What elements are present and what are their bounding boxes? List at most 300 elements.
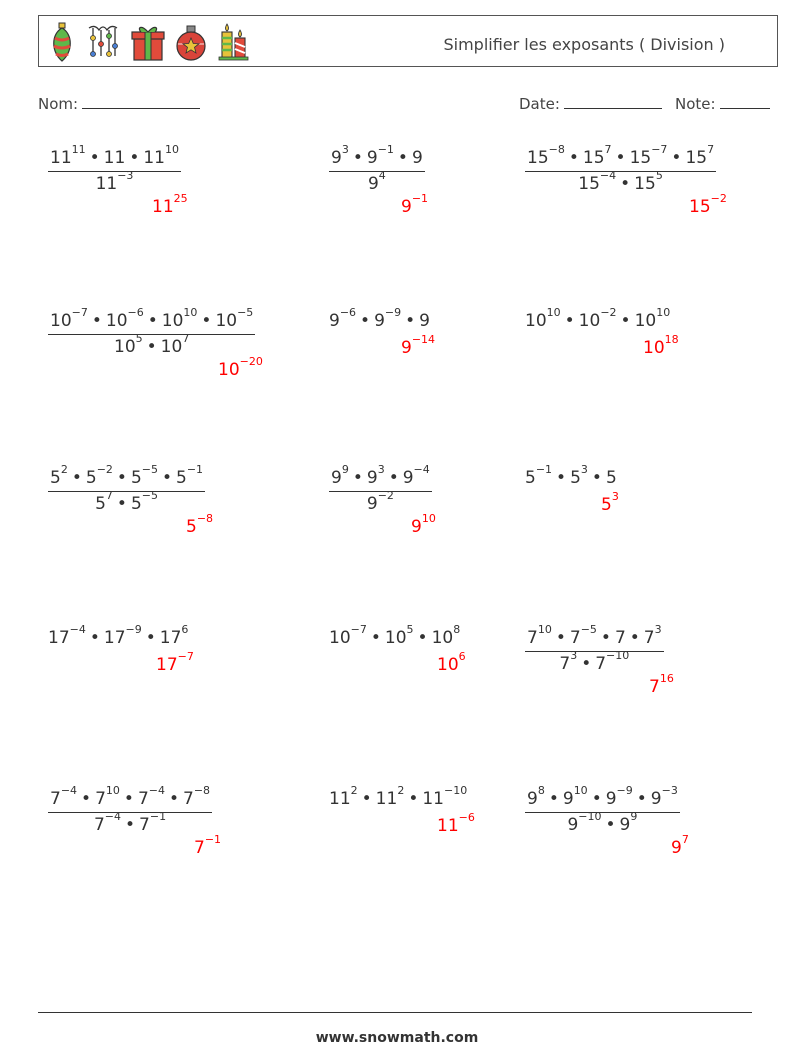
power-term [582,143,612,168]
multiply-dot: • [361,789,372,809]
exponent: 10 [105,784,120,798]
power-term [595,649,630,674]
power-term [401,192,429,217]
multiply-dot: • [145,628,156,648]
base: 9 [605,789,617,809]
multiply-dot: • [161,468,173,488]
name-blank [82,94,200,109]
multiply-dot: • [388,468,399,488]
exponent: 10 [573,784,588,798]
multiply-dot: • [397,148,408,168]
base: 17 [103,628,126,648]
multiply-dot: • [370,628,381,648]
fraction [329,143,425,195]
multiply-dot: • [146,337,157,357]
base: 5 [605,468,617,488]
power-term [634,306,671,331]
problem [525,143,716,195]
multiply-dot: • [629,628,640,648]
base: 10 [634,311,657,331]
exponent: −1 [377,143,394,157]
multiply-dot: • [417,628,428,648]
exponent: 10 [546,306,561,320]
power-term [619,810,638,835]
multiply-dot: • [605,815,616,835]
date-label: Date: [519,95,560,113]
exponent: 10 [656,306,671,320]
exponent: −6 [458,811,475,825]
exponent: 2 [350,784,358,798]
exponent: 3 [580,463,588,477]
power-term [215,306,254,331]
power-term [218,355,263,380]
numerator [525,623,664,652]
exponent: −14 [411,333,436,347]
power-term [601,490,619,515]
exponent: 25 [173,192,188,206]
power-term [374,306,402,331]
denominator [48,810,212,836]
exponent: 10 [537,623,552,637]
multiply-dot: • [581,654,592,674]
problem [329,306,430,332]
base: 7 [614,628,626,648]
base: 15 [629,148,652,168]
denominator [329,169,425,195]
base: 7 [643,628,655,648]
exponent: 3 [570,649,578,663]
power-term [176,463,204,488]
power-term [643,333,679,358]
numerator [48,784,212,813]
expression [329,784,468,810]
power-term [629,143,668,168]
page-title: Simplifier les exposants ( Division ) [443,35,725,54]
answer [437,811,475,836]
exponent: 10 [183,306,198,320]
exponent: −9 [125,623,142,637]
exponent: 2 [397,784,405,798]
base: 10 [50,311,72,331]
problem [329,463,432,515]
power-term [384,623,414,648]
answer [601,490,619,515]
answer [218,355,263,380]
gift-icon [131,22,165,62]
base: 17 [48,628,70,648]
multiply-dot: • [147,311,158,331]
lights-icon [85,22,121,62]
power-term [331,143,349,168]
power-term [671,833,689,858]
exponent: 16 [659,672,674,686]
power-term [437,650,466,675]
base: 9 [402,468,414,488]
exponent: −4 [104,810,122,824]
answer [194,833,222,858]
exponent: −3 [661,784,678,798]
base: 15 [685,148,708,168]
base: 7 [595,654,607,674]
exponent: 5 [135,332,143,346]
multiply-dot: • [352,468,363,488]
power-term [412,148,423,168]
exponent: −5 [141,463,158,477]
power-term [685,143,715,168]
power-term [161,306,198,331]
base: 5 [95,494,106,514]
multiply-dot: • [568,148,579,168]
problem [48,463,205,515]
base: 11 [375,789,398,809]
multiply-dot: • [129,148,140,168]
fraction [525,784,680,836]
power-term [130,489,158,514]
exponent: −7 [350,623,367,637]
base: 9 [527,789,538,809]
exponent: 3 [377,463,385,477]
multiply-dot: • [116,494,127,514]
power-term [160,332,190,357]
multiply-dot: • [620,311,631,331]
power-term [525,306,561,331]
base: 7 [559,654,571,674]
multiply-dot: • [408,789,419,809]
denominator [329,489,432,515]
name-field [38,94,200,113]
base: 9 [562,789,574,809]
base: 10 [114,337,136,357]
base: 10 [160,337,183,357]
base: 5 [176,468,187,488]
base: 10 [161,311,184,331]
base: 9 [671,838,682,858]
base: 7 [194,838,205,858]
header-icons [49,22,249,62]
fraction [48,463,205,515]
base: 7 [137,789,149,809]
power-term [650,784,678,809]
base: 10 [643,338,665,358]
exponent: −4 [413,463,430,477]
power-term [402,463,430,488]
answer [401,192,429,217]
multiply-dot: • [591,468,602,488]
exponent: 8 [537,784,545,798]
base: 10 [105,311,128,331]
power-term [419,311,430,331]
multiply-dot: • [116,468,127,488]
base: 7 [93,815,105,835]
base: 5 [130,494,142,514]
answer [649,672,674,697]
power-term [431,623,461,648]
numerator [48,463,205,492]
base: 10 [384,628,407,648]
date-field [519,94,662,113]
power-term [689,192,727,217]
numerator [329,143,425,172]
power-term [50,463,68,488]
power-term [95,169,134,194]
exponent: −5 [141,489,158,503]
power-term [329,784,358,809]
numerator [48,143,181,172]
exponent: 7 [604,143,612,157]
base: 9 [401,197,412,217]
multiply-dot: • [201,311,212,331]
base: 10 [578,311,601,331]
candles-icon [217,22,249,62]
exponent: −7 [71,306,88,320]
exponent: −1 [535,463,553,477]
footer-site: www.snowmath.com [315,1030,479,1046]
power-term [606,468,617,488]
power-term [50,306,88,331]
footer-divider [38,1012,752,1013]
base: 10 [437,655,459,675]
base: 10 [218,360,240,380]
exponent: −3 [117,169,134,183]
power-term [559,649,578,674]
fraction [525,143,716,195]
multiply-dot: • [555,628,566,648]
base: 7 [139,815,150,835]
answer [437,650,466,675]
power-term [567,810,602,835]
power-term [329,623,367,648]
power-term [366,463,385,488]
exponent: 7 [105,489,113,503]
base: 9 [331,468,342,488]
power-term [527,784,545,809]
exponent: −6 [339,306,357,320]
power-term [527,623,552,648]
base: 11 [103,148,126,168]
problem [525,623,664,675]
exponent: 18 [664,333,679,347]
base: 9 [401,338,412,358]
answer [156,650,194,675]
power-term [437,811,475,836]
power-term [95,489,113,514]
base: 10 [215,311,238,331]
base: 9 [366,148,378,168]
exponent: −1 [411,192,429,206]
base: 11 [50,148,72,168]
base: 5 [570,468,581,488]
fraction [525,623,664,675]
multiply-dot: • [600,628,611,648]
base: 5 [601,495,612,515]
answer [152,192,188,217]
multiply-dot: • [352,148,363,168]
exponent: 8 [453,623,461,637]
exponent: −5 [580,623,597,637]
expression [329,623,461,649]
base: 15 [527,148,549,168]
power-term [186,512,214,537]
expression [329,306,430,332]
power-term [159,623,189,648]
exponent: −7 [651,143,668,157]
base: 7 [95,789,106,809]
multiply-dot: • [71,468,82,488]
power-term [643,623,662,648]
base: 11 [152,197,174,217]
exponent: −6 [127,306,144,320]
multiply-dot: • [615,148,626,168]
base: 7 [569,628,581,648]
base: 15 [634,174,656,194]
name-label: Nom: [38,95,79,113]
multiply-dot: • [564,311,575,331]
base: 11 [95,174,118,194]
exponent: −4 [599,169,617,183]
exponent: −2 [96,463,113,477]
fraction [48,306,255,358]
base: 7 [649,677,660,697]
multiply-dot: • [123,789,134,809]
power-term [103,623,142,648]
multiply-dot: • [548,789,559,809]
base: 15 [578,174,600,194]
fraction [48,143,181,195]
base: 7 [527,628,538,648]
problem [329,623,461,649]
base: 10 [525,311,547,331]
base: 9 [331,148,342,168]
denominator [525,169,716,195]
power-term [562,784,588,809]
fraction [329,463,432,515]
exponent: −9 [616,784,633,798]
bauble-icon [175,22,207,62]
exponent: 11 [71,143,86,157]
exponent: −10 [578,810,602,824]
power-term [367,169,386,194]
expression [525,306,671,332]
power-term [578,169,617,194]
power-term [183,784,211,809]
answer [411,512,436,537]
multiply-dot: • [168,789,180,809]
problem [525,784,680,836]
base: 9 [374,311,385,331]
problem [525,306,671,332]
exponent: 6 [458,650,466,664]
numerator [525,784,680,813]
base: 11 [437,816,459,836]
exponent: −7 [177,650,194,664]
power-term [366,143,394,168]
problem [329,143,425,195]
base: 10 [329,628,351,648]
base: 9 [411,517,422,537]
problem [48,143,181,195]
exponent: 7 [681,833,689,847]
denominator [48,489,205,515]
exponent: −8 [548,143,565,157]
power-term [137,784,165,809]
answer [401,333,436,358]
power-term [93,810,122,835]
exponent: −4 [148,784,165,798]
multiply-dot: • [620,174,631,194]
base: 11 [329,789,351,809]
power-term [329,306,357,331]
power-term [578,306,617,331]
multiply-dot: • [591,789,602,809]
power-term [50,784,78,809]
base: 17 [156,655,178,675]
power-term [525,463,553,488]
denominator [525,649,664,675]
problem [48,306,255,358]
power-term [375,784,405,809]
denominator [48,169,181,195]
base: 5 [85,468,97,488]
base: 9 [329,311,340,331]
exponent: −2 [377,489,394,503]
multiply-dot: • [556,468,567,488]
power-term [156,650,194,675]
multiply-dot: • [405,311,416,331]
exponent: 2 [60,463,68,477]
multiply-dot: • [671,148,682,168]
power-term [194,833,222,858]
exponent: −20 [239,355,263,369]
exponent: 10 [164,143,179,157]
power-term [50,143,86,168]
power-term [422,784,468,809]
power-term [401,333,436,358]
power-term [649,672,674,697]
problem [329,784,468,810]
base: 9 [619,815,631,835]
grade-blank [720,94,770,109]
expression [48,623,189,649]
base: 9 [419,311,430,331]
exponent: 3 [341,143,349,157]
multiply-dot: • [89,148,100,168]
exponent: 7 [707,143,715,157]
power-term [152,192,188,217]
denominator [525,810,680,836]
exponent: −10 [443,784,468,798]
power-term [615,628,626,648]
exponent: 10 [421,512,436,526]
fraction [48,784,212,836]
numerator [525,143,716,172]
base: 17 [159,628,182,648]
exponent: −1 [204,833,222,847]
power-term [130,463,158,488]
power-term [605,784,633,809]
exponent: 6 [181,623,189,637]
base: 15 [689,197,711,217]
exponent: 3 [611,490,619,504]
power-term [95,784,120,809]
date-blank [564,94,662,109]
exponent: −9 [384,306,402,320]
exponent: −8 [193,784,211,798]
power-term [48,623,86,648]
base: 5 [186,517,197,537]
answer [689,192,727,217]
base: 11 [143,148,165,168]
power-term [570,463,588,488]
